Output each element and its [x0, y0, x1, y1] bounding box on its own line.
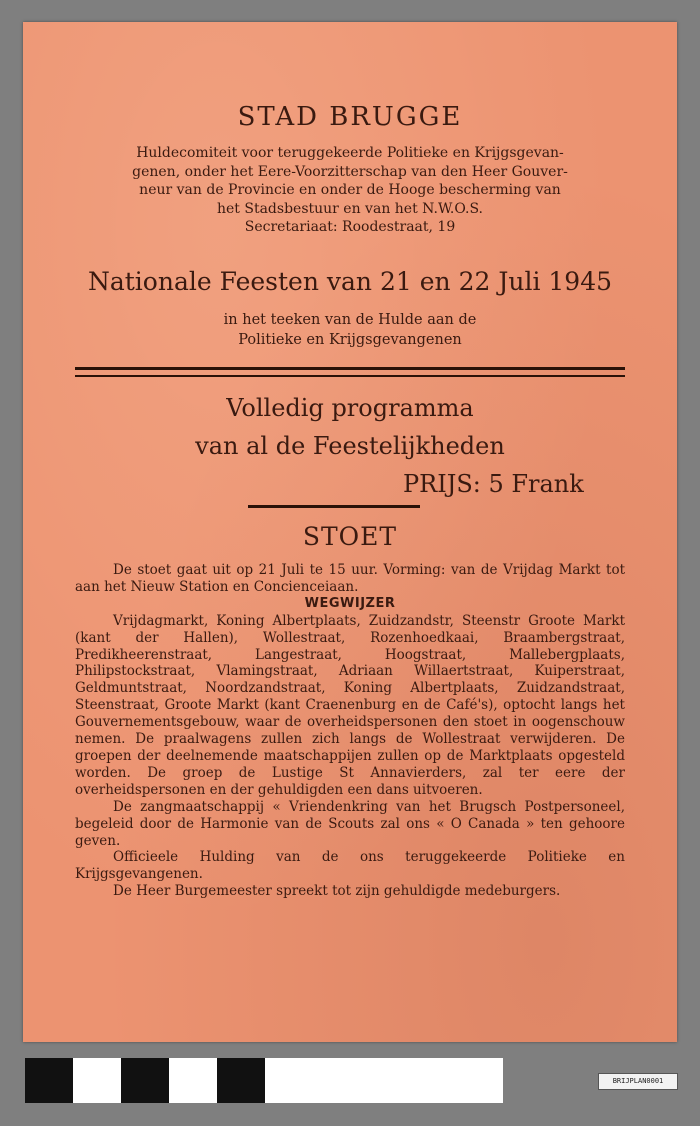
paragraph-mayor: De Heer Burgemeester spreekt tot zijn gehuldigde medeburgers. [113, 883, 561, 900]
intro-line: Huldecomiteit voor teruggekeerde Politieke en Krijgsgevan- [136, 145, 564, 161]
theme-line: Politieke en Krijgsgevangenen [238, 332, 462, 348]
catalog-label: BRIJPLAN0001 [598, 1073, 678, 1090]
paragraph-route: Vrijdagmarkt, Koning Albertplaats, Zuidzandstr, Steenstr Groote Markt (kant der Hallen), Wollestraat, Rozenhoedkaai, Braambergstraat, Predikheerenstraat, Langestraat, Hoogstraat, Mallebergplaats, Philipstockstraat, Vlamingstraat, Adriaan Willaertstraat, Kuiperstraat, Geldmuntstraat, Noordzandstraat, Koning Albertplaats, Zuidzandstraat, Steenstraat, Groote Markt (kant Craenenburg en de Café's), optocht langs het Gouvernementsgebouw, waar de overheidspersonen den stoet in oogenschouw nemen. De praalwagens zullen zich langs de Wollestraat verwijderen. De groepen der deelnemende maatschappijen zullen op de Marktplaats opgesteld worden. De groep de Lustige St Annavierders, zal ter eere der overheidspersonen en der gehuldigden een dans uitvoeren. [75, 612, 625, 798]
program-heading-line2: van al de Feestelijkheden [195, 432, 505, 460]
scale-bar-white [265, 1058, 503, 1103]
divider-rule-thin [75, 375, 625, 377]
theme-line: in het teeken van de Hulde aan de [223, 312, 477, 328]
section-title-stoet: STOET [302, 522, 398, 551]
paragraph-homage: Officieele Hulding van de ons teruggekeerde Politieke en Krijgsgevangenen. [75, 849, 625, 883]
scale-bar-white [73, 1058, 121, 1103]
poster-sheet [23, 22, 677, 1042]
theme-text [23, 310, 677, 350]
festival-title: Nationale Feesten van 21 en 22 Juli 1945 [87, 267, 613, 296]
scale-bar-white [169, 1058, 217, 1103]
scale-bar-black [25, 1058, 73, 1103]
program-heading-line1: Volledig programma [226, 394, 474, 422]
price-label: PRIJS: 5 Frank [403, 470, 584, 498]
program-body [75, 562, 625, 900]
city-heading: STAD BRUGGE [237, 102, 463, 132]
secretariat-line: Secretariaat: Roodestraat, 19 [244, 219, 456, 235]
intro-line: neur van de Provincie en onder de Hooge bescherming van [139, 182, 561, 198]
short-divider-rule [248, 505, 420, 508]
paragraph-formation: De stoet gaat uit op 21 Juli te 15 uur. Vorming: van de Vrijdag Markt tot aan het Nieuw Station en Concienceiaan. [75, 562, 625, 595]
scale-bar-black [217, 1058, 265, 1103]
divider-rule-thick [75, 367, 625, 370]
scale-bar-black [121, 1058, 169, 1103]
paragraph-choir: De zangmaatschappij « Vriendenkring van het Brugsch Postpersoneel, begeleid door de Harmonie van de Scouts zal ons « O Canada » ten gehoore geven. [75, 798, 625, 849]
intro-line: het Stadsbestuur en van het N.W.O.S. [216, 200, 484, 217]
intro-line: genen, onder het Eere-Voorzitterschap van den Heer Gouver- [132, 163, 568, 180]
route-heading: WEGWIJZER [304, 595, 396, 611]
committee-intro [75, 144, 625, 237]
